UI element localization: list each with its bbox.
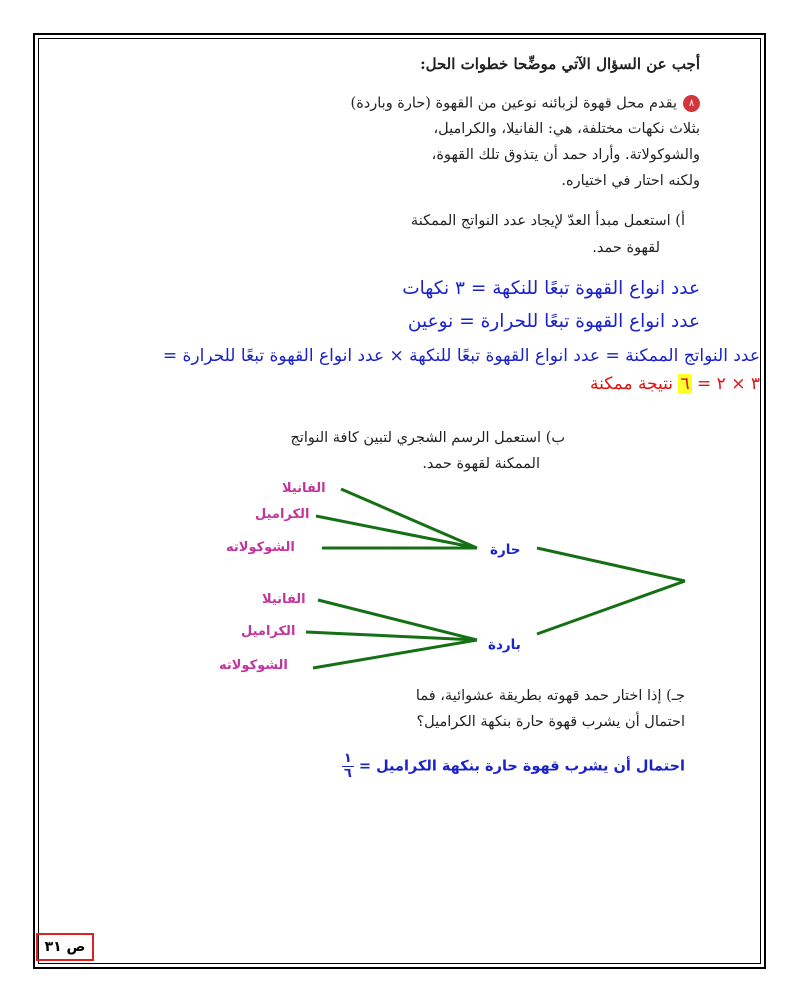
tree-leaf-hot-caramel: الكراميل: [255, 507, 310, 522]
part-b-line-1: ب) استعمل الرسم الشجري لتبين كافة النواتج: [290, 430, 565, 446]
question-number-badge: ٨: [683, 95, 700, 112]
tree-node-hot: حارة: [490, 542, 521, 558]
tree-leaf-hot-vanilla: الفانيلا: [282, 481, 326, 496]
branch-hot-caramel: [316, 516, 477, 548]
branch-cold-chocolate: [313, 640, 477, 668]
question-line-3: والشوكولاتة. وأراد حمد أن يتذوق تلك القهوة،: [431, 147, 700, 163]
page-number: ص ٣١: [36, 933, 94, 961]
branch-hot-vanilla: [341, 489, 477, 548]
branch-root-hot: [537, 548, 685, 581]
part-c-line-2: احتمال أن يشرب قهوة حارة بنكهة الكراميل؟: [416, 714, 685, 730]
question-line-2: بثلاث نكهات مختلفة، هي: الفانيلا، والكراميل،: [433, 121, 700, 137]
answer-a-suffix: نتيجة ممكنة: [589, 374, 674, 394]
answer-a-line-2: عدد انواع القهوة تبعًا للحرارة = نوعين: [407, 311, 700, 332]
part-b-line-2: الممكنة لقهوة حمد.: [422, 456, 540, 472]
tree-node-cold: باردة: [488, 637, 521, 653]
tree-leaf-cold-caramel: الكراميل: [241, 624, 296, 639]
answer-a-result-highlight: ٦: [680, 374, 690, 394]
answer-c-fraction: [342, 752, 354, 781]
tree-leaf-cold-vanilla: الفانيلا: [262, 592, 306, 607]
answer-c: [336, 752, 685, 781]
part-a-line-1: أ) استعمل مبدأ العدّ لإيجاد عدد النواتج الممكنة: [410, 213, 685, 229]
branch-root-cold: [537, 581, 685, 634]
question-heading: أجب عن السؤال الآتي موضِّحا خطوات الحل:: [420, 55, 700, 73]
question-line-1: ٨يقدم محل قهوة لزبائنه نوعين من القهوة (حارة وباردة): [351, 95, 700, 112]
part-a-line-2: لقهوة حمد.: [592, 240, 660, 256]
answer-c-text: احتمال أن يشرب قهوة حارة بنكهة الكراميل =: [358, 758, 685, 775]
fraction-denominator: ٦: [343, 766, 352, 781]
answer-a-line-3: عدد النواتج الممكنة = عدد انواع القهوة تبعًا للنكهة × عدد انواع القهوة تبعًا للحرارة =: [162, 346, 760, 366]
tree-leaf-cold-chocolate: الشوكولاته: [219, 658, 288, 673]
fraction-numerator: ١: [343, 751, 352, 766]
question-line-4: ولكنه احتار في اختياره.: [561, 173, 700, 189]
tree-leaf-hot-chocolate: الشوكولاته: [226, 540, 295, 555]
answer-a-line-1: عدد انواع القهوة تبعًا للنكهة = ٣ نكهات: [402, 278, 700, 299]
part-c-line-1: جـ) إذا اختار حمد قهوته بطريقة عشوائية، فما: [415, 688, 685, 704]
answer-a-expression: ٣ × ٢ =: [697, 374, 760, 394]
